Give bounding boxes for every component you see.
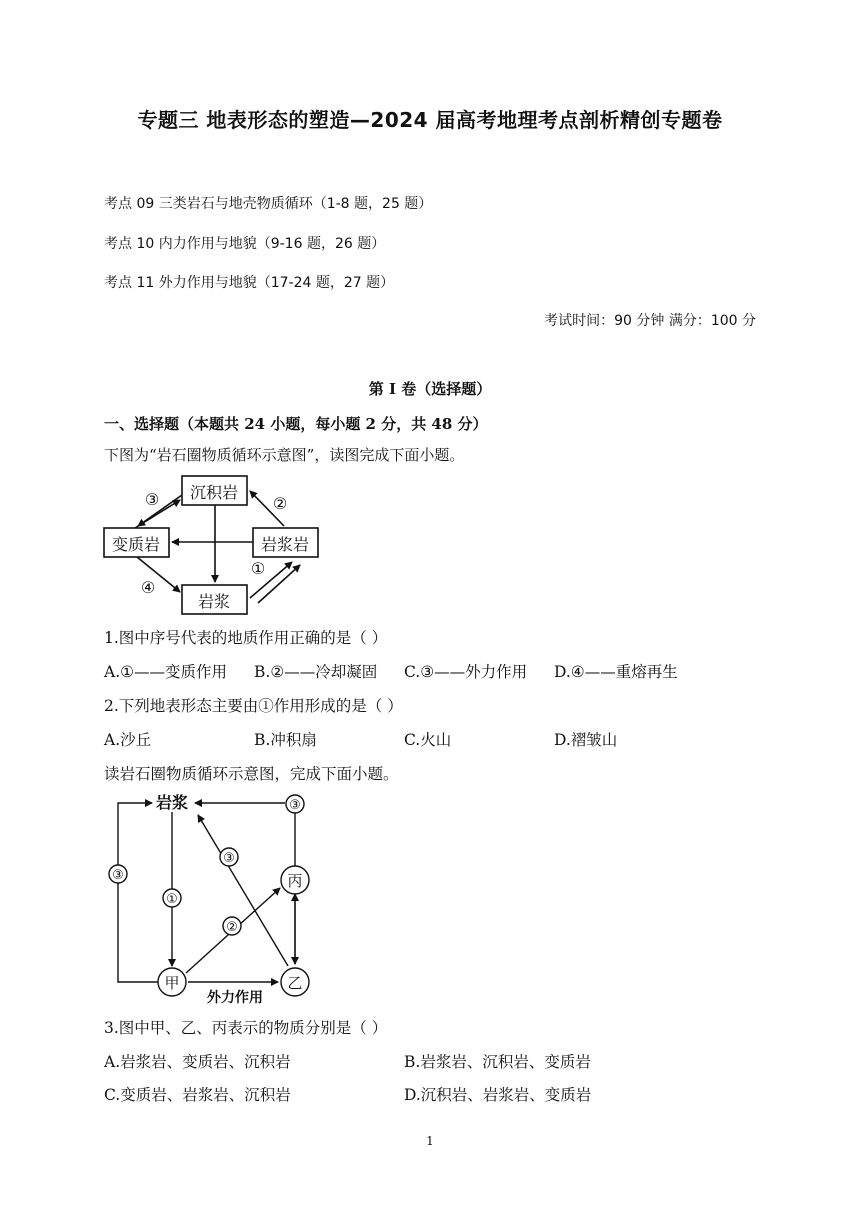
q3-option-b[interactable]: B.岩浆岩、沉积岩、变质岩 <box>404 1053 591 1071</box>
kaodian-10: 考点 10 内力作用与地貌（9-16 题，26 题） <box>104 236 386 252</box>
q3-stem: 3.图中甲、乙、丙表示的物质分别是（ ） <box>104 1019 388 1037</box>
page-number: 1 <box>426 1134 434 1148</box>
q1-option-d[interactable]: D.④——重熔再生 <box>554 663 678 681</box>
q2-option-a[interactable]: A.沙丘 <box>104 731 152 749</box>
q2-option-d[interactable]: D.褶皱山 <box>554 731 618 749</box>
q1-stem: 1.图中序号代表的地质作用正确的是（ ） <box>104 629 388 647</box>
label-magma: 岩浆 <box>197 592 231 611</box>
d2-jia: 甲 <box>164 974 180 992</box>
q1-option-b[interactable]: B.②——冷却凝固 <box>254 663 378 681</box>
d2-marker-3-left: ③ <box>112 868 124 883</box>
document-title: 专题三 地表形态的塑造—2024 届高考地理考点剖析精创专题卷 <box>137 108 723 132</box>
q3-option-d[interactable]: D.沉积岩、岩浆岩、变质岩 <box>404 1086 592 1104</box>
intro-text-1: 下图为“岩石圈物质循环示意图”，读图完成下面小题。 <box>104 446 465 464</box>
rock-cycle-diagram-2 <box>100 788 325 1006</box>
marker-4: ④ <box>140 578 156 597</box>
q1-option-a[interactable]: A.①——变质作用 <box>104 663 228 681</box>
marker-3: ③ <box>144 490 160 509</box>
q3-option-c[interactable]: C.变质岩、岩浆岩、沉积岩 <box>104 1086 291 1104</box>
d2-yi: 乙 <box>287 974 303 992</box>
q2-option-c[interactable]: C.火山 <box>404 731 452 749</box>
label-metamorphic: 变质岩 <box>111 535 161 554</box>
d2-marker-2: ② <box>226 920 238 935</box>
q1-option-c[interactable]: C.③——外力作用 <box>404 663 528 681</box>
q3-option-a[interactable]: A.岩浆岩、变质岩、沉积岩 <box>104 1053 291 1071</box>
marker-2: ② <box>272 494 288 513</box>
d2-marker-3-mid: ③ <box>223 851 235 866</box>
label-igneous: 岩浆岩 <box>260 535 310 554</box>
kaodian-09: 考点 09 三类岩石与地壳物质循环（1-8 题，25 题） <box>104 196 433 212</box>
q2-stem: 2.下列地表形态主要由①作用形成的是（ ） <box>104 697 403 715</box>
q2-option-b[interactable]: B.冲积扇 <box>254 731 317 749</box>
d2-external-force: 外力作用 <box>207 990 263 1006</box>
marker-1: ① <box>250 559 266 578</box>
section-title: 一、选择题（本题共 24 小题，每小题 2 分，共 48 分） <box>104 415 488 433</box>
part-title: 第 I 卷（选择题） <box>368 380 492 398</box>
label-sedimentary: 沉积岩 <box>189 483 239 502</box>
kaodian-11: 考点 11 外力作用与地貌（17-24 题，27 题） <box>104 275 395 291</box>
intro-text-2: 读岩石圈物质循环示意图，完成下面小题。 <box>104 765 399 783</box>
rock-cycle-diagram-1 <box>100 470 325 620</box>
d2-magma: 岩浆 <box>155 793 189 812</box>
d2-bing: 丙 <box>287 872 303 890</box>
d2-marker-3-top: ③ <box>289 798 301 813</box>
d2-marker-1: ① <box>166 892 178 907</box>
exam-info: 考试时间：90 分钟 满分：100 分 <box>544 313 756 329</box>
